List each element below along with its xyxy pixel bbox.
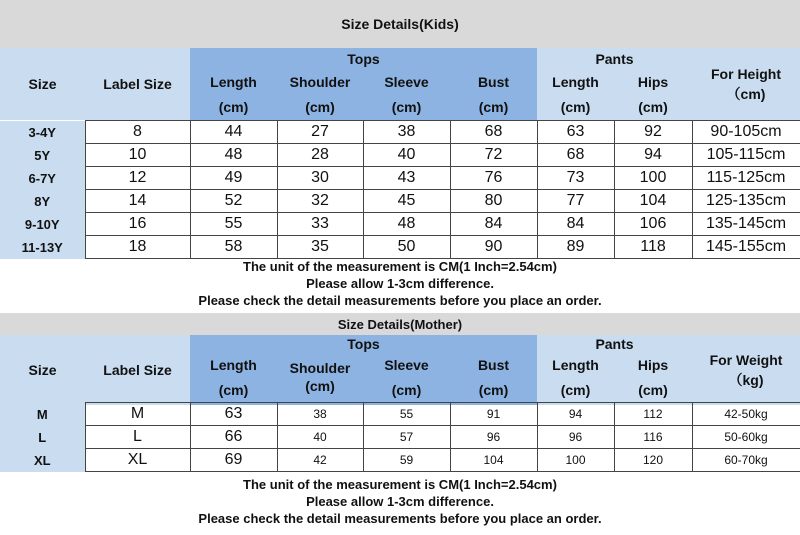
sleeve-cell: 50	[363, 236, 450, 259]
shoulder-cell: 35	[277, 236, 363, 259]
weight-cell: 60-70kg	[692, 449, 800, 472]
kids-unit-pants-length: (cm)	[560, 99, 591, 115]
label-size-cell: 18	[85, 236, 190, 259]
table-row	[0, 449, 800, 472]
hips-cell: 106	[614, 213, 692, 236]
length-cell: 69	[190, 449, 277, 472]
label-size-cell: 8	[85, 121, 190, 144]
sleeve-cell: 57	[363, 426, 450, 449]
hips-cell: 104	[614, 190, 692, 213]
hips-cell: 100	[614, 167, 692, 190]
pants-length-cell: 77	[537, 190, 614, 213]
kids-note-difference: Please allow 1-3cm difference.	[306, 276, 494, 291]
label-size-cell: 10	[85, 144, 190, 167]
weight-cell: 42-50kg	[692, 403, 800, 426]
shoulder-cell: 33	[277, 213, 363, 236]
kids-note-unit: The unit of the measurement is CM(1 Inch=2.54cm)	[243, 259, 557, 274]
mother-unit-shoulder: (cm)	[305, 378, 335, 394]
hips-cell: 116	[614, 426, 692, 449]
table-row	[0, 213, 800, 236]
kids-header-label-size: Label Size	[103, 76, 172, 92]
sleeve-cell: 55	[363, 403, 450, 426]
pants-length-cell: 63	[537, 121, 614, 144]
hips-cell: 112	[614, 403, 692, 426]
pants-length-cell: 89	[537, 236, 614, 259]
pants-length-cell: 84	[537, 213, 614, 236]
size-cell: 6-7Y	[0, 167, 85, 190]
table-row	[0, 167, 800, 190]
mother-header-label-size: Label Size	[103, 362, 172, 378]
height-cell: 145-155cm	[692, 236, 800, 259]
bust-cell: 91	[450, 403, 537, 426]
hips-cell: 120	[614, 449, 692, 472]
height-cell: 115-125cm	[692, 167, 800, 190]
kids-unit-length: (cm)	[218, 99, 249, 115]
label-size-cell: 12	[85, 167, 190, 190]
bust-cell: 104	[450, 449, 537, 472]
kids-unit-hips: (cm)	[638, 99, 668, 115]
pants-length-cell: 96	[537, 426, 614, 449]
mother-title: Size Details(Mother)	[0, 313, 800, 335]
size-cell: M	[0, 403, 85, 426]
bust-cell: 84	[450, 213, 537, 236]
mother-header-size: Size	[28, 362, 57, 378]
sleeve-cell: 43	[363, 167, 450, 190]
mother-header-weight-unit: （kg)	[728, 372, 764, 388]
mother-header-hips: Hips	[637, 357, 669, 373]
shoulder-cell: 32	[277, 190, 363, 213]
hips-cell: 94	[614, 144, 692, 167]
kids-header-length: Length	[210, 74, 257, 90]
length-cell: 44	[190, 121, 277, 144]
mother-notes	[0, 476, 800, 527]
pants-length-cell: 100	[537, 449, 614, 472]
label-size-cell: L	[85, 426, 190, 449]
bust-cell: 96	[450, 426, 537, 449]
size-cell: L	[0, 426, 85, 449]
kids-title: Size Details(Kids)	[0, 0, 800, 48]
sleeve-cell: 59	[363, 449, 450, 472]
height-cell: 90-105cm	[692, 121, 800, 144]
size-cell: 3-4Y	[0, 121, 85, 144]
bust-cell: 76	[450, 167, 537, 190]
shoulder-cell: 27	[277, 121, 363, 144]
mother-header-length: Length	[210, 357, 257, 373]
hips-cell: 118	[614, 236, 692, 259]
mother-unit-bust: (cm)	[478, 382, 509, 398]
sleeve-cell: 48	[363, 213, 450, 236]
table-row	[0, 190, 800, 213]
size-cell: 5Y	[0, 144, 85, 167]
length-cell: 58	[190, 236, 277, 259]
sleeve-cell: 40	[363, 144, 450, 167]
kids-unit-sleeve: (cm)	[391, 99, 422, 115]
bust-cell: 68	[450, 121, 537, 144]
label-size-cell: 14	[85, 190, 190, 213]
kids-header-hips: Hips	[637, 74, 669, 90]
mother-note-unit: The unit of the measurement is CM(1 Inch=2.54cm)	[243, 477, 557, 492]
bust-cell: 80	[450, 190, 537, 213]
sleeve-cell: 38	[363, 121, 450, 144]
length-cell: 63	[190, 403, 277, 426]
size-cell: 8Y	[0, 190, 85, 213]
kids-size-table	[0, 120, 800, 259]
kids-unit-bust: (cm)	[478, 99, 509, 115]
mother-unit-pants-length: (cm)	[560, 382, 591, 398]
kids-header-tops: Tops	[347, 51, 380, 67]
height-cell: 105-115cm	[692, 144, 800, 167]
size-cell: 9-10Y	[0, 213, 85, 236]
mother-header-for-weight: For Weight	[709, 352, 783, 368]
mother-header-pants: Pants	[595, 336, 634, 352]
table-row	[0, 403, 800, 426]
shoulder-cell: 42	[277, 449, 363, 472]
length-cell: 49	[190, 167, 277, 190]
size-cell: XL	[0, 449, 85, 472]
kids-header-bust: Bust	[477, 74, 510, 90]
mother-note-difference: Please allow 1-3cm difference.	[306, 494, 494, 509]
pants-length-cell: 68	[537, 144, 614, 167]
kids-header-sleeve: Sleeve	[384, 74, 429, 90]
size-cell: 11-13Y	[0, 236, 85, 259]
mother-header-bust: Bust	[477, 357, 510, 373]
length-cell: 52	[190, 190, 277, 213]
mother-header-sleeve: Sleeve	[384, 357, 429, 373]
length-cell: 55	[190, 213, 277, 236]
sleeve-cell: 45	[363, 190, 450, 213]
kids-header-for-height: For Height	[711, 66, 781, 82]
table-row	[0, 144, 800, 167]
table-row	[0, 426, 800, 449]
kids-notes	[0, 258, 800, 309]
length-cell: 48	[190, 144, 277, 167]
kids-header-pants: Pants	[595, 51, 634, 67]
label-size-cell: M	[85, 403, 190, 426]
weight-cell: 50-60kg	[692, 426, 800, 449]
kids-header-shoulder: Shoulder	[289, 74, 351, 90]
kids-header-pants-length: Length	[552, 74, 599, 90]
kids-header-height-unit: （cm)	[726, 86, 766, 102]
label-size-cell: 16	[85, 213, 190, 236]
kids-unit-shoulder: (cm)	[305, 99, 335, 115]
pants-length-cell: 73	[537, 167, 614, 190]
label-size-cell: XL	[85, 449, 190, 472]
pants-length-cell: 94	[537, 403, 614, 426]
mother-unit-hips: (cm)	[638, 382, 668, 398]
mother-size-table	[0, 402, 800, 472]
shoulder-cell: 30	[277, 167, 363, 190]
bust-cell: 72	[450, 144, 537, 167]
kids-header-size: Size	[28, 76, 57, 92]
shoulder-cell: 28	[277, 144, 363, 167]
shoulder-cell: 38	[277, 403, 363, 426]
length-cell: 66	[190, 426, 277, 449]
height-cell: 125-135cm	[692, 190, 800, 213]
mother-note-check: Please check the detail measurements before you place an order.	[198, 511, 602, 526]
kids-note-check: Please check the detail measurements before you place an order.	[198, 293, 602, 308]
mother-header-tops: Tops	[347, 336, 380, 352]
mother-header-pants-length: Length	[552, 357, 599, 373]
height-cell: 135-145cm	[692, 213, 800, 236]
table-row	[0, 236, 800, 259]
mother-header-shoulder: Shoulder	[289, 360, 351, 376]
hips-cell: 92	[614, 121, 692, 144]
mother-unit-length: (cm)	[218, 382, 249, 398]
bust-cell: 90	[450, 236, 537, 259]
shoulder-cell: 40	[277, 426, 363, 449]
table-row	[0, 121, 800, 144]
mother-unit-sleeve: (cm)	[391, 382, 422, 398]
